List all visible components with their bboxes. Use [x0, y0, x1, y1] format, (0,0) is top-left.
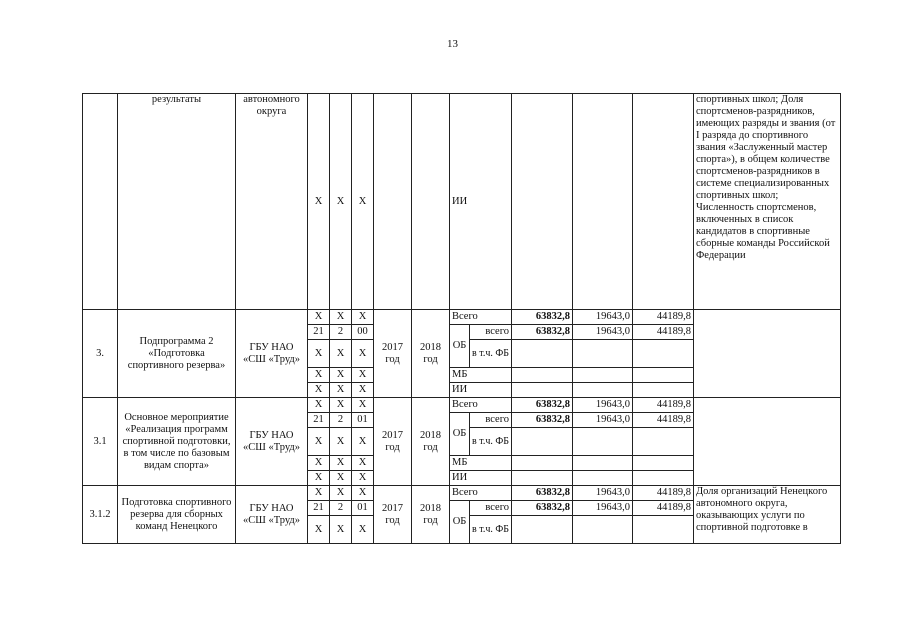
code-cell: 2 — [330, 325, 352, 340]
amount-2017: 19643,0 — [573, 413, 633, 428]
code-cell: Х — [308, 456, 330, 471]
amount-2018: 44189,8 — [633, 325, 694, 340]
code-cell: 21 — [308, 501, 330, 516]
code-cell: 21 — [308, 413, 330, 428]
code-cell: Х — [330, 456, 352, 471]
amount-2018 — [633, 516, 694, 544]
indicator-text: спортивных школ; Доля спортсменов-разрядников, имеющих разряды и звания (от I разряда до спортивного звания «Заслуженный мастер спорта»), в общем количестве спортсменов-разрядников в системе специализированных спортивных школ; Численность спортсменов, включенных в список кандидатов в спортивные сборные команды Российской Федерации — [694, 94, 841, 310]
code-cell: 2 — [330, 413, 352, 428]
end-year: 2018 год — [412, 398, 450, 486]
code-cell: Х — [352, 398, 374, 413]
code-cell: Х — [330, 398, 352, 413]
code-cell: Х — [308, 383, 330, 398]
code-cell: Х — [352, 486, 374, 501]
code-cell: Х — [330, 368, 352, 383]
amount-total: 63832,8 — [512, 413, 573, 428]
funding-source-ob: ОБ — [450, 325, 470, 368]
indicator-text — [694, 310, 841, 398]
table-row — [83, 310, 841, 325]
amount-2018: 44189,8 — [633, 413, 694, 428]
amount-total: 63832,8 — [512, 310, 573, 325]
funding-source: ИИ — [450, 94, 512, 310]
amount-2017: 19643,0 — [573, 486, 633, 501]
executor: ГБУ НАО «СШ «Труд» — [236, 486, 308, 544]
amount-total: 63832,8 — [512, 486, 573, 501]
amount-2017 — [573, 368, 633, 383]
amount-total: 63832,8 — [512, 501, 573, 516]
indicator-text — [694, 398, 841, 486]
amount-2018 — [633, 340, 694, 368]
code-cell: Х — [352, 310, 374, 325]
code-cell: Х — [308, 94, 330, 310]
amount-2017 — [573, 94, 633, 310]
row-number: 3.1 — [83, 398, 118, 486]
activity-name: Основное мероприятие «Реализация программ спортивной подготовки, в том числе по базовым видам спорта» — [118, 398, 236, 486]
amount-total: 63832,8 — [512, 325, 573, 340]
funding-subsource: в т.ч. ФБ — [470, 340, 512, 368]
row-number — [83, 94, 118, 310]
amount-2018 — [633, 456, 694, 471]
amount-total — [512, 428, 573, 456]
amount-total — [512, 383, 573, 398]
code-cell: 00 — [352, 325, 374, 340]
row-number: 3.1.2 — [83, 486, 118, 544]
code-cell: Х — [352, 340, 374, 368]
funding-subsource: в т.ч. ФБ — [470, 428, 512, 456]
amount-2017 — [573, 428, 633, 456]
start-year — [374, 94, 412, 310]
amount-total — [512, 456, 573, 471]
start-year: 2017 год — [374, 486, 412, 544]
code-cell: Х — [330, 340, 352, 368]
amount-2018 — [633, 368, 694, 383]
row-number: 3. — [83, 310, 118, 398]
activity-name: Подготовка спортивного резерва для сборных команд Ненецкого — [118, 486, 236, 544]
amount-2018 — [633, 94, 694, 310]
amount-2017: 19643,0 — [573, 398, 633, 413]
code-cell: Х — [308, 398, 330, 413]
funding-source: Всего — [450, 310, 512, 325]
funding-subsource: всего — [470, 413, 512, 428]
code-cell: Х — [308, 428, 330, 456]
executor: ГБУ НАО «СШ «Труд» — [236, 398, 308, 486]
amount-total — [512, 340, 573, 368]
funding-source-ob: ОБ — [450, 501, 470, 544]
end-year: 2018 год — [412, 310, 450, 398]
code-cell: Х — [352, 471, 374, 486]
funding-source: ИИ — [450, 383, 512, 398]
table-row — [83, 486, 841, 501]
activity-name: Подпрограмма 2 «Подготовка спортивного резерва» — [118, 310, 236, 398]
code-cell: Х — [352, 383, 374, 398]
program-table — [82, 93, 841, 544]
end-year: 2018 год — [412, 486, 450, 544]
end-year — [412, 94, 450, 310]
code-cell: Х — [308, 471, 330, 486]
start-year: 2017 год — [374, 398, 412, 486]
amount-2017 — [573, 471, 633, 486]
code-cell: Х — [308, 368, 330, 383]
start-year: 2017 год — [374, 310, 412, 398]
funding-source: ИИ — [450, 471, 512, 486]
code-cell: 01 — [352, 413, 374, 428]
amount-2017 — [573, 340, 633, 368]
amount-total — [512, 471, 573, 486]
funding-source: Всего — [450, 398, 512, 413]
code-cell: Х — [330, 471, 352, 486]
amount-2017 — [573, 383, 633, 398]
code-cell: Х — [352, 456, 374, 471]
amount-total — [512, 368, 573, 383]
funding-source-ob: ОБ — [450, 413, 470, 456]
funding-subsource: всего — [470, 325, 512, 340]
code-cell: Х — [352, 516, 374, 544]
code-cell: Х — [308, 310, 330, 325]
table-row — [83, 398, 841, 413]
executor: автономного округа — [236, 94, 308, 310]
table-row — [83, 94, 841, 310]
code-cell: 2 — [330, 501, 352, 516]
code-cell: Х — [352, 428, 374, 456]
amount-2018 — [633, 428, 694, 456]
funding-source: МБ — [450, 368, 512, 383]
amount-2017: 19643,0 — [573, 325, 633, 340]
amount-2017 — [573, 456, 633, 471]
amount-2017: 19643,0 — [573, 501, 633, 516]
amount-2018 — [633, 471, 694, 486]
amount-2017 — [573, 516, 633, 544]
amount-total — [512, 516, 573, 544]
code-cell: Х — [330, 383, 352, 398]
code-cell: 01 — [352, 501, 374, 516]
indicator-text: Доля организаций Ненецкого автономного округа, оказывающих услуги по спортивной подготовке в — [694, 486, 841, 544]
amount-2017: 19643,0 — [573, 310, 633, 325]
code-cell: Х — [330, 428, 352, 456]
amount-2018: 44189,8 — [633, 398, 694, 413]
code-cell: Х — [330, 486, 352, 501]
code-cell: Х — [330, 516, 352, 544]
funding-subsource: в т.ч. ФБ — [470, 516, 512, 544]
amount-2018: 44189,8 — [633, 501, 694, 516]
amount-2018: 44189,8 — [633, 310, 694, 325]
page-number: 13 — [447, 38, 458, 50]
amount-2018 — [633, 383, 694, 398]
amount-total — [512, 94, 573, 310]
code-cell: Х — [330, 94, 352, 310]
amount-total: 63832,8 — [512, 398, 573, 413]
funding-source: МБ — [450, 456, 512, 471]
code-cell: 21 — [308, 325, 330, 340]
code-cell: Х — [352, 94, 374, 310]
executor: ГБУ НАО «СШ «Труд» — [236, 310, 308, 398]
amount-2018: 44189,8 — [633, 486, 694, 501]
funding-subsource: всего — [470, 501, 512, 516]
code-cell: Х — [308, 340, 330, 368]
code-cell: Х — [330, 310, 352, 325]
code-cell: Х — [352, 368, 374, 383]
activity-name: результаты — [118, 94, 236, 310]
code-cell: Х — [308, 486, 330, 501]
funding-source: Всего — [450, 486, 512, 501]
code-cell: Х — [308, 516, 330, 544]
